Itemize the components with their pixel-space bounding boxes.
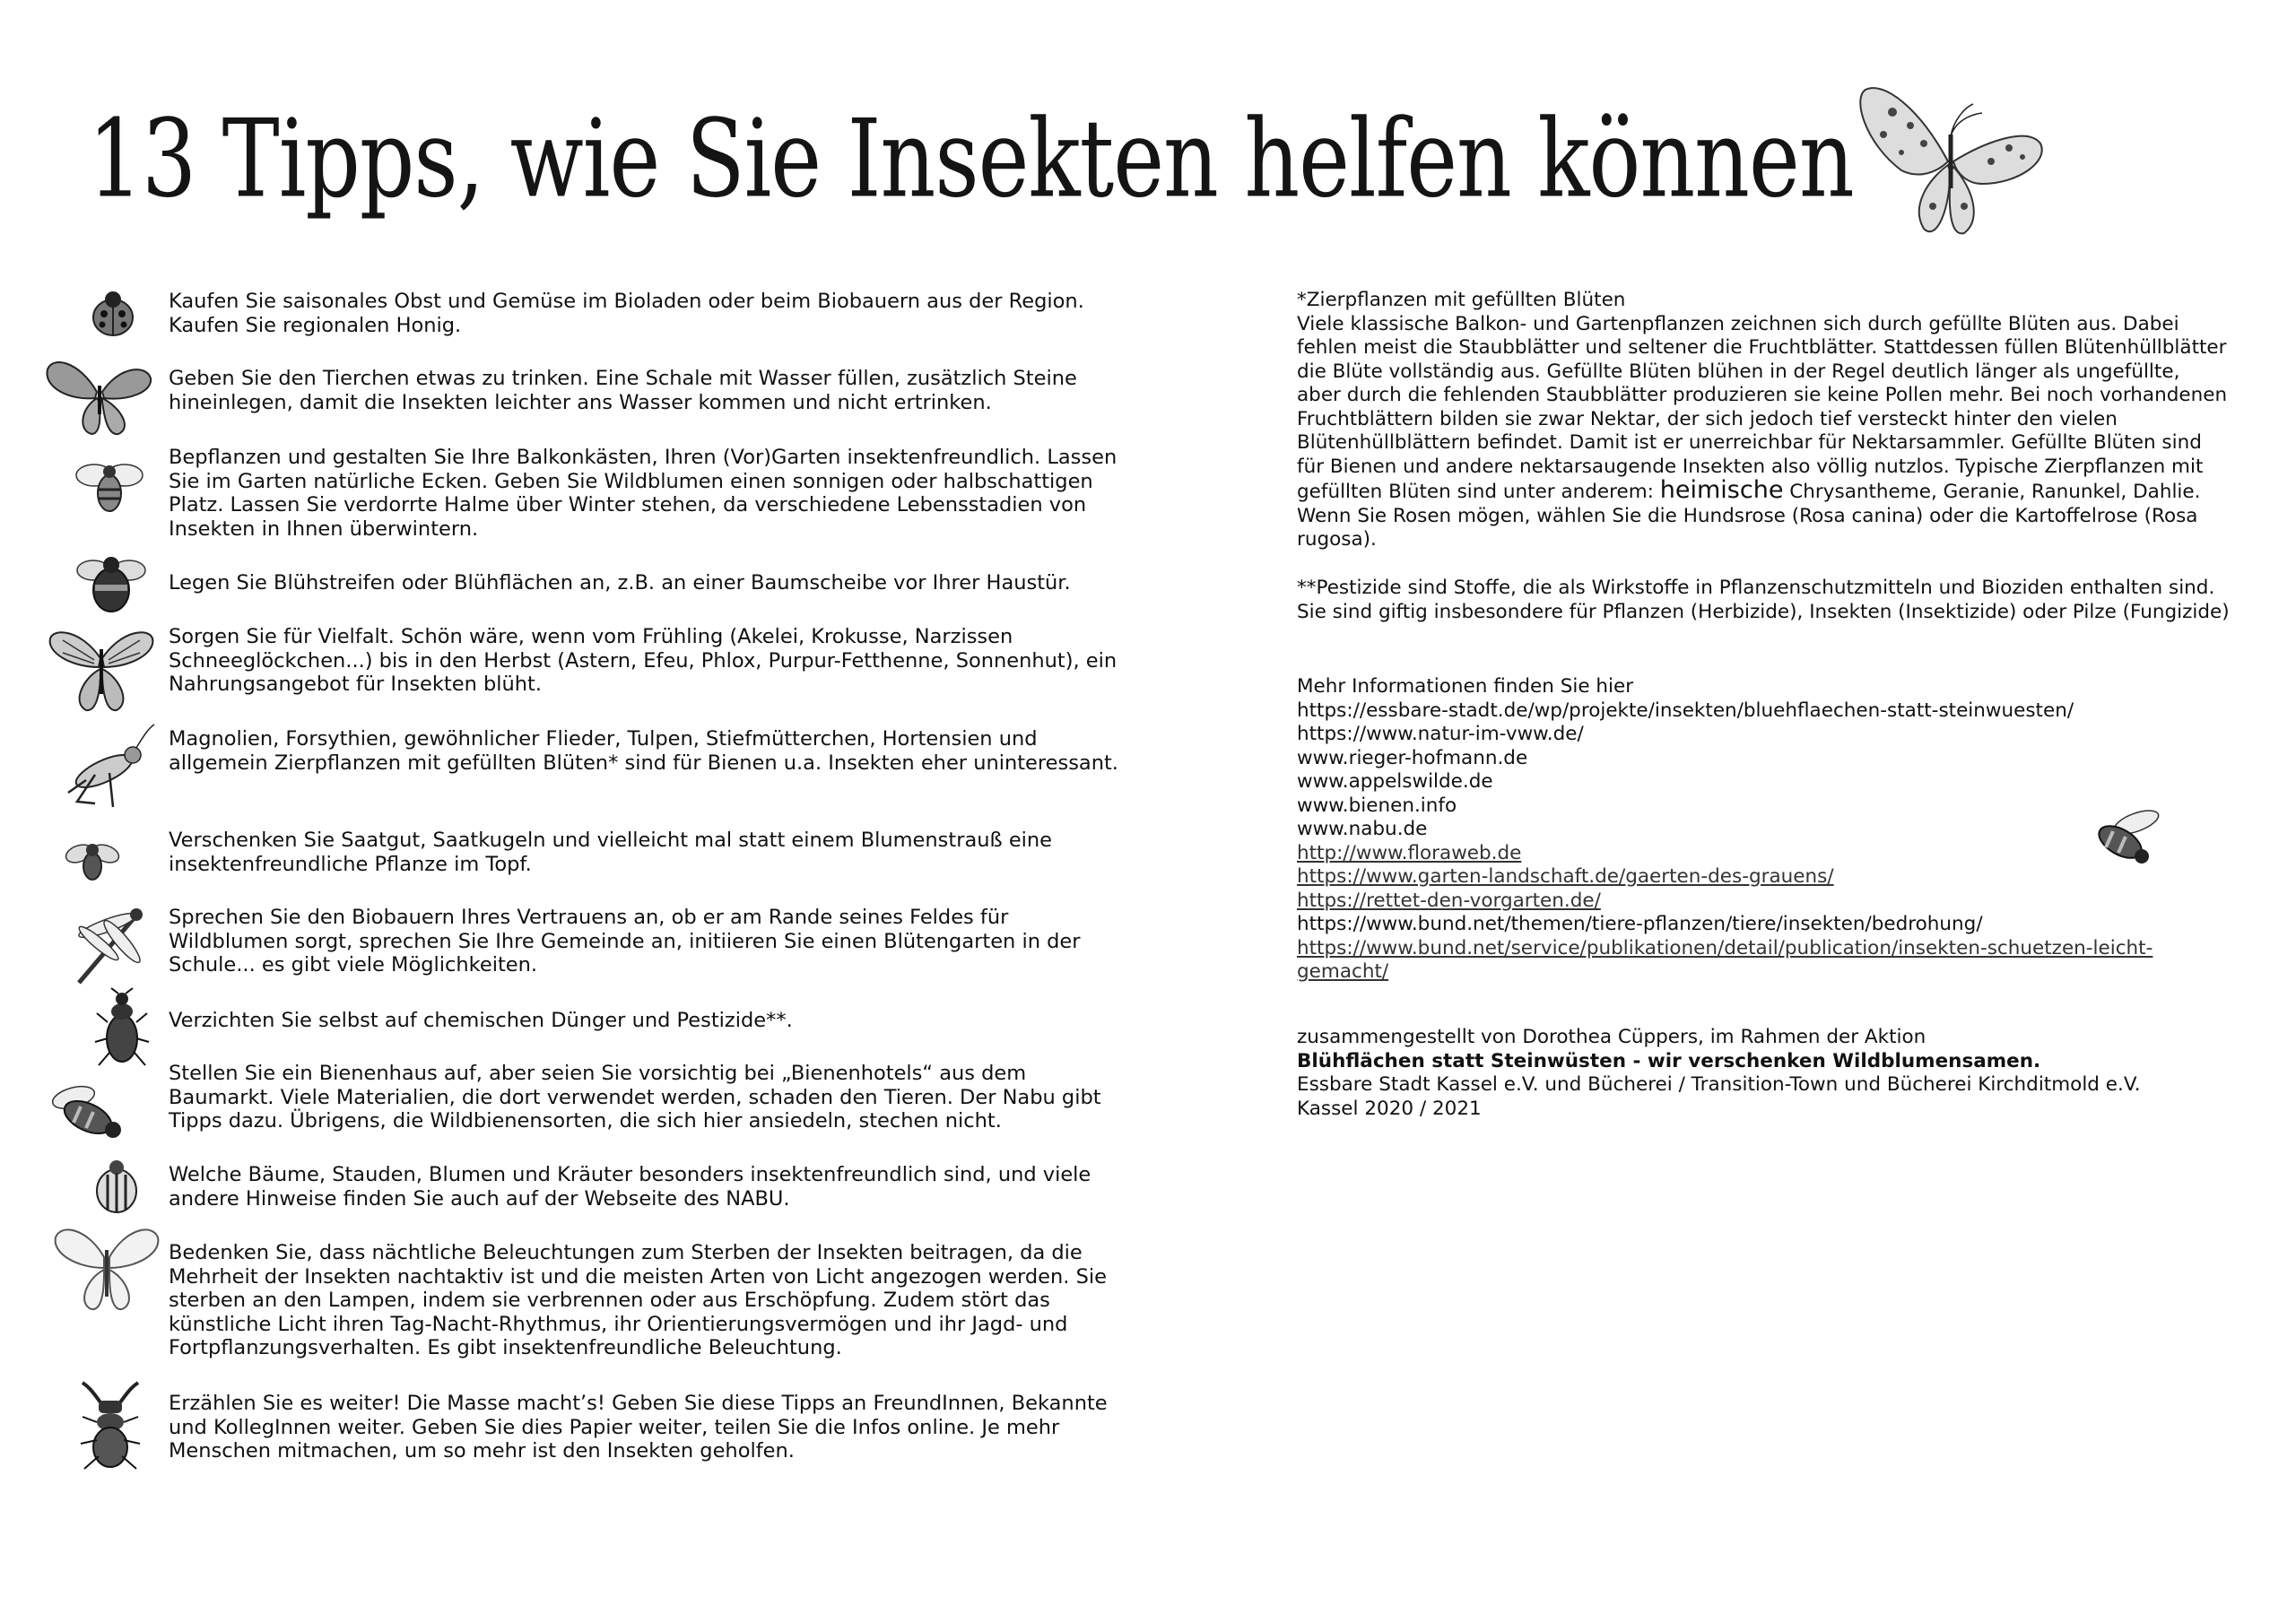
link-rettet-den-vorgarten[interactable]: https://rettet-den-vorgarten.de/ (1297, 889, 1601, 912)
tip-text: Sprechen Sie den Biobauern Ihres Vertrauens an, ob er am Rande seines Feldes für Wildblumen sorgt, sprechen Sie Ihre Gemeinde an, initiieren Sie einen Blütengarten in der Schule... es gibt viele Möglichkeiten. (169, 906, 1081, 976)
link-rieger-hofmann[interactable]: www.rieger-hofmann.de (1297, 746, 1528, 769)
grasshopper-icon (59, 721, 158, 816)
monarch-butterfly-icon (43, 352, 154, 439)
bumblebee-icon (74, 543, 149, 621)
credits-organizations: Essbare Stadt Kassel e.V. und Bücherei / Transition-Town und Bücherei Kirchditmold e.V. (1297, 1073, 2141, 1096)
footnote-pesticides: **Pestizide sind Stoffe, die als Wirkstoffe in Pflanzenschutzmitteln und Bioziden enthalten sind. Sie sind giftig insbesondere für Pflanzen (Herbizide), Insekten (Insektizide) oder Pilze (Fungizide) (1297, 577, 2230, 623)
potato-beetle-icon (90, 1157, 144, 1216)
link-bienen-info[interactable]: www.bienen.info (1297, 794, 1457, 817)
credits-place-year: Kassel 2020 / 2021 (1297, 1097, 1482, 1120)
link-bund-publikation[interactable]: https://www.bund.net/service/publikationen/detail/publication/insekten-schuetzen-leicht- (1297, 936, 2153, 959)
white-butterfly-icon (52, 1221, 161, 1316)
link-floraweb[interactable]: http://www.floraweb.de (1297, 841, 1522, 864)
link-essbare-stadt[interactable]: https://essbare-stadt.de/wp/projekte/insekten/bluehflaechen-statt-steinwuesten/ (1297, 699, 2074, 722)
stag-beetle-icon (74, 1381, 147, 1472)
tip-text: Verschenken Sie Saatgut, Saatkugeln und vielleicht mal statt einem Blumenstrauß eine insektenfreundliche Pflanze im Topf. (169, 829, 1053, 876)
bee-illustration (2083, 804, 2165, 869)
tip-text: Geben Sie den Tierchen etwas zu trinken. Eine Schale mit Wasser füllen, zusätzlich Steine hineinlegen, damit die Insekten leichter ans Wasser kommen und nicht ertrinken. (169, 367, 1077, 414)
tip-text: Verzichten Sie selbst auf chemischen Dünger und Pestizide**. (169, 1009, 793, 1032)
link-gaerten-des-grauens[interactable]: https://www.garten-landschaft.de/gaerten-des-grauens/ (1297, 865, 1834, 888)
link-nabu[interactable]: www.nabu.de (1297, 818, 1428, 840)
footnote-ornamental-plants (1297, 289, 2230, 552)
tip-text: Kaufen Sie saisonales Obst und Gemüse im Bioladen oder beim Biobauern aus der Region. Kaufen Sie regionalen Honig. (169, 290, 1084, 337)
tip-text: Legen Sie Blühstreifen oder Blühflächen an, z.B. an einer Baumscheibe vor Ihrer Haustür. (169, 571, 1071, 595)
tip-text: Sorgen Sie für Vielfalt. Schön wäre, wenn vom Frühling (Akelei, Krokusse, Narzissen Schneeglöckchen...) bis in den Herbst (Astern, Efeu, Phlox, Purpur-Fetthenne, Sonnenhut), ein Nahrungsangebot für Insekten blüht. (169, 625, 1118, 696)
tip-text: Welche Bäume, Stauden, Blumen und Kräuter besonders insektenfreundlich sind, und viele andere Hinweise finden Sie auch auf der Webseite des NABU. (169, 1163, 1091, 1211)
tip-text: Stellen Sie ein Bienenhaus auf, aber seien Sie vorsichtig bei „Bienenhotels“ aus dem Baumarkt. Viele Materialien, die dort verwendet werden, schaden den Tieren. Der Nabu gibt Tipps dazu. Übrigens, die Wildbienensorten, die sich hier ansiedeln, stechen nicht. (169, 1062, 1101, 1133)
ladybug-icon (86, 289, 140, 339)
tip-text: Bedenken Sie, dass nächtliche Beleuchtungen zum Sterben der Insekten beitragen, da die Mehrheit der Insekten nachtaktiv ist und die meisten Arten von Licht angezogen werden. Sie sterben an den Lampen, indem sie verbrennen oder aus Erschöpfung. Zudem stört das künstliche Licht ihren Tag-Nacht-Rhythmus, ihr Orientierungsvermögen und ihr Jagd- und Fortpflanzungsverhalten. Es gibt insektenfreundliche Beleuchtung. (169, 1241, 1107, 1359)
heimische-emphasis: heimische (1659, 476, 1784, 504)
link-bund-publikation-cont[interactable]: gemacht/ (1297, 960, 1389, 983)
page-title: 13 Tipps, wie Sie Insekten helfen können (88, 96, 1854, 221)
honeybee-icon (47, 1076, 129, 1146)
swallowtail-butterfly-icon (45, 622, 158, 717)
footnote-heading: *Zierpflanzen mit gefüllten Blüten (1297, 289, 1626, 311)
dragonfly-icon (63, 900, 152, 990)
credits-line: zusammengestellt von Dorothea Cüppers, im Rahmen der Aktion (1297, 1026, 1926, 1048)
tip-text: Magnolien, Forsythien, gewöhnlicher Flieder, Tulpen, Stiefmütterchen, Hortensien und allgemein Zierpflanzen mit gefüllten Blüten* sind für Bienen u.a. Insekten eher uninteressant. (169, 727, 1118, 775)
link-appelswilde[interactable]: www.appelswilde.de (1297, 770, 1493, 793)
bee-icon (72, 454, 147, 516)
credits-campaign: Blühflächen statt Steinwüsten - wir verschenken Wildblumensamen. (1297, 1049, 2041, 1072)
footnote-body: Viele klassische Balkon- und Gartenpflanzen zeichnen sich durch gefüllte Blüten aus. Dabei fehlen meist die Staubblätter und seltener die Fruchtblätter. Stattdessen füllen Blütenhüllblätter die Blüte vollständig aus. Gefüllte Blüten blühen in der Regel deutlich länger als ungefüllte, aber durch die fehlenden Staubblätter produzieren sie keine Pollen mehr. Bei noch vorhandenen Fruchtblättern bilden sie zwar Nektar, der sich jedoch tief versteckt hinter den vielen Blütenhüllblättern befindet. Damit ist er unerreichbar für Nektarsammler. Gefüllte Blüten sind für Bienen und andere nektarsaugende Insekten also völlig nutzlos. Typische Zierpflanzen mit gefüllten Blüten sind unter anderem: heimische Chrysantheme, Geranie, Ranunkel, Dahlie. Wenn Sie Rosen mögen, wählen Sie die Hundsrose (Rosa canina) oder die Kartoffelrose (Rosa rugosa). (1297, 312, 2228, 551)
tip-text: Bepflanzen und gestalten Sie Ihre Balkonkästen, Ihren (Vor)Garten insektenfreundlich. Lassen Sie im Garten natürliche Ecken. Geben Sie Wildblumen einen sonnigen oder halbschattigen Platz. Lassen Sie verdorrte Halme über Winter stehen, da verschiedene Lebensstadien von Insekten in Ihnen überwintern. (169, 446, 1118, 541)
fritillary-butterfly-illustration (1848, 72, 2054, 251)
credits-section (1297, 1026, 2230, 1121)
link-bund-bedrohung[interactable]: https://www.bund.net/themen/tiere-pflanzen/tiere/insekten/bedrohung/ (1297, 913, 1983, 935)
fly-icon (63, 832, 122, 886)
ground-beetle-icon (93, 986, 151, 1069)
link-natur-im-vww[interactable]: https://www.natur-im-vww.de/ (1297, 723, 1584, 745)
tip-text: Erzählen Sie es weiter! Die Masse macht’s! Geben Sie diese Tipps an FreundInnen, Bekannte und KollegInnen weiter. Geben Sie dies Papier weiter, teilen Sie die Infos online. Je mehr Menschen mitmachen, um so mehr ist den Insekten geholfen. (169, 1392, 1108, 1462)
more-info-heading: Mehr Informationen finden Sie hier (1297, 675, 1634, 698)
